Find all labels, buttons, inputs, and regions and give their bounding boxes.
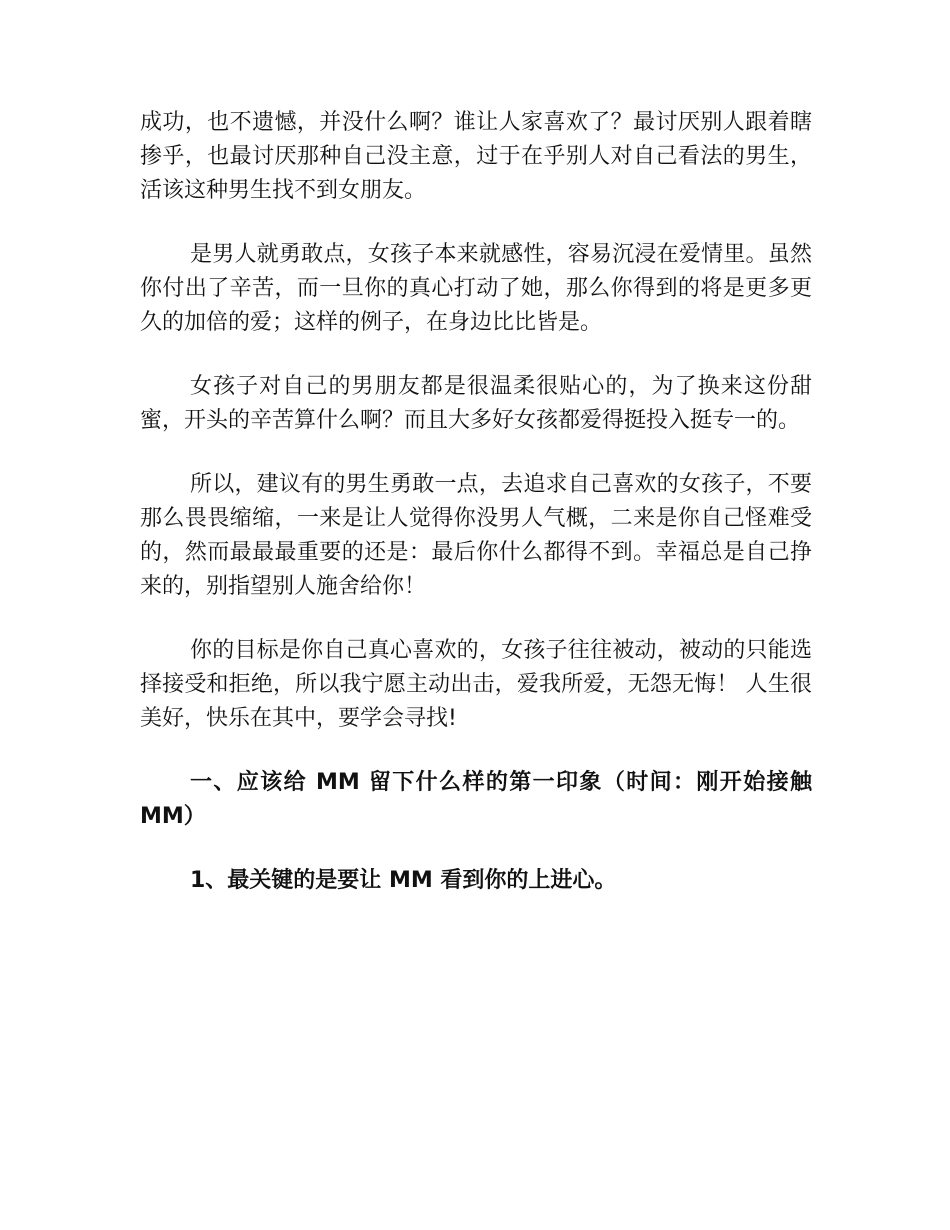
paragraph-girls-tender: 女孩子对自己的男朋友都是很温柔很贴心的，为了换来这份甜蜜，开头的辛苦算什么啊？而且大多好女孩都爱得挺投入挺专一的。 (140, 374, 812, 433)
paragraph-continuation: 成功，也不遗憾，并没什么啊？谁让人家喜欢了？最讨厌别人跟着瞎掺乎，也最讨厌那种自己没主意，过于在乎别人对自己看法的男生，活该这种男生找不到女朋友。 (140, 110, 812, 203)
document-body (140, 106, 812, 928)
paragraph-advice: 所以，建议有的男生勇敢一点，去追求自己喜欢的女孩子，不要那么畏畏缩缩，一来是让人觉得你没男人气概，二来是你自己怪难受的，然而最最最重要的还是：最后你什么都得不到。幸福总是自己挣来的，别指望别人施舍给你！ (140, 472, 812, 599)
paragraph-be-brave: 是男人就勇敢点，女孩子本来就感性，容易沉浸在爱情里。虽然你付出了辛苦，而一旦你的真心打动了她，那么你得到的将是更多更久的加倍的爱；这样的例子，在身边比比皆是。 (140, 242, 812, 335)
section-subheading: 1、最关键的是要让 MM 看到你的上进心。 (190, 868, 617, 893)
section-heading: 一、应该给 MM 留下什么样的第一印象（时间：刚开始接触 MM） (140, 770, 812, 829)
paragraph-target: 你的目标是你自己真心喜欢的，女孩子往往被动，被动的只能选择接受和拒绝，所以我宁愿主动出击，爱我所爱，无怨无悔！ 人生很美好，快乐在其中，要学会寻找! (140, 638, 812, 731)
